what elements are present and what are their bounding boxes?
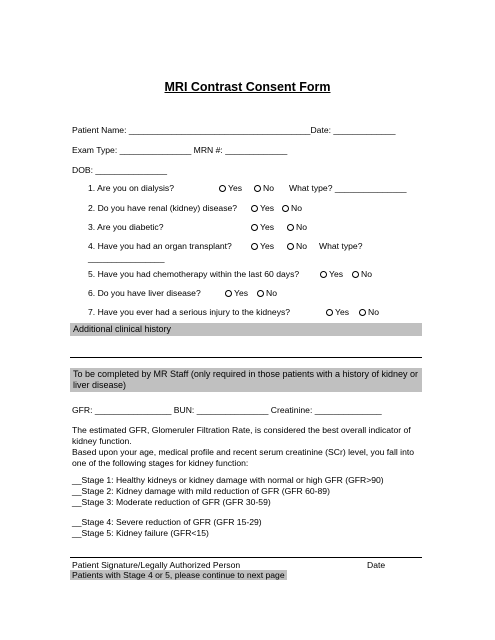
- stage-5-option[interactable]: __Stage 5: Kidney failure (GFR<15): [72, 528, 209, 538]
- q6-no-option[interactable]: No: [257, 288, 277, 298]
- q3-no-option[interactable]: No: [287, 222, 307, 232]
- q4-what-type-label: What type?: [319, 241, 363, 251]
- question-number: 1.: [88, 183, 96, 193]
- q6-yes-option[interactable]: Yes: [225, 288, 248, 298]
- q4-no-option[interactable]: No: [287, 241, 307, 251]
- question-5: 5. Have you had chemotherapy within the last 60 days?: [88, 269, 300, 279]
- radio-icon[interactable]: [251, 224, 258, 231]
- additional-history-line[interactable]: [70, 357, 422, 358]
- question-text: Are you on dialysis?: [97, 183, 175, 193]
- date-label: Date: [367, 560, 386, 570]
- question-3: 3. Are you diabetic?: [88, 222, 164, 232]
- q2-yes-option[interactable]: Yes: [251, 203, 274, 213]
- radio-icon[interactable]: [219, 185, 226, 192]
- additional-history-header: Additional clinical history: [70, 323, 422, 336]
- patient-name-field[interactable]: Patient Name: ______________________________________Date: _____________: [72, 125, 396, 135]
- q1-no-option[interactable]: No: [254, 183, 274, 193]
- q1-what-type-field[interactable]: What type? _______________: [289, 183, 407, 193]
- radio-icon[interactable]: [320, 271, 327, 278]
- stage-1-option[interactable]: __Stage 1: Healthy kidneys or kidney damage with normal or high GFR (GFR>90): [72, 475, 384, 485]
- radio-icon[interactable]: [287, 243, 294, 250]
- radio-icon[interactable]: [225, 290, 232, 297]
- stage-4-option[interactable]: __Stage 4: Severe reduction of GFR (GFR 15-29): [72, 517, 262, 527]
- radio-icon[interactable]: [251, 205, 258, 212]
- radio-icon[interactable]: [287, 224, 294, 231]
- q5-yes-option[interactable]: Yes: [320, 269, 343, 279]
- q4-what-type-field[interactable]: ________________: [88, 253, 165, 263]
- q1-yes-option[interactable]: Yes: [219, 183, 242, 193]
- page-title: MRI Contrast Consent Form: [164, 80, 331, 94]
- q4-yes-option[interactable]: Yes: [251, 241, 274, 251]
- radio-icon[interactable]: [359, 309, 366, 316]
- question-6: 6. Do you have liver disease?: [88, 288, 201, 298]
- radio-icon[interactable]: [257, 290, 264, 297]
- q5-no-option[interactable]: No: [352, 269, 372, 279]
- staff-section-header: To be completed by MR Staff (only required in those patients with a history of kidney or liver disease): [70, 368, 422, 392]
- question-1: [88, 183, 174, 193]
- stage-2-option[interactable]: __Stage 2: Kidney damage with mild reduction of GFR (GFR 60-89): [72, 486, 330, 496]
- stage-intro: Based upon your age, medical profile and recent serum creatinine (SCr) level, you fall into one of the following stages for kidney function:: [72, 447, 415, 468]
- q3-yes-option[interactable]: Yes: [251, 222, 274, 232]
- q7-no-option[interactable]: No: [359, 307, 379, 317]
- q2-no-option[interactable]: No: [282, 203, 302, 213]
- question-2: 2. Do you have renal (kidney) disease?: [88, 203, 238, 213]
- radio-icon[interactable]: [282, 205, 289, 212]
- radio-icon[interactable]: [254, 185, 261, 192]
- stage-3-option[interactable]: __Stage 3: Moderate reduction of GFR (GFR 30-59): [72, 497, 271, 507]
- lab-values-row[interactable]: GFR: ________________ BUN: _______________ Creatinine: ______________: [72, 405, 382, 415]
- gfr-description: The estimated GFR, Glomeruler Filtration Rate, is considered the best overall indicator of kidney function.: [72, 425, 411, 446]
- exam-type-field[interactable]: Exam Type: _______________ MRN #: _____________: [72, 145, 288, 155]
- signature-line[interactable]: [70, 557, 422, 558]
- radio-icon[interactable]: [251, 243, 258, 250]
- question-7: 7. Have you ever had a serious injury to the kidneys?: [88, 307, 291, 317]
- q7-yes-option[interactable]: Yes: [326, 307, 349, 317]
- question-4: 4. Have you had an organ transplant?: [88, 241, 232, 251]
- radio-icon[interactable]: [326, 309, 333, 316]
- signature-label: Patient Signature/Legally Authorized Person: [72, 560, 241, 570]
- dob-field[interactable]: DOB: _______________: [72, 165, 168, 175]
- stage-note: Patients with Stage 4 or 5, please continue to next page: [72, 570, 285, 580]
- radio-icon[interactable]: [352, 271, 359, 278]
